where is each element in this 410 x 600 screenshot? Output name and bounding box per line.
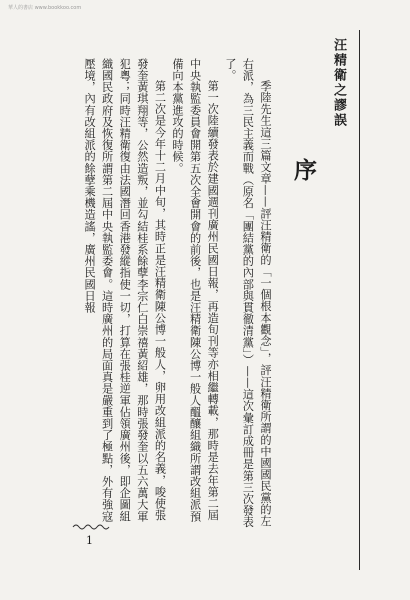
page-number: 1	[86, 534, 93, 547]
ornament-squiggle	[72, 522, 112, 530]
page-heading: 序	[290, 158, 317, 182]
paragraph-2: 第一次陸續發表於建國週刊廣州民國日報，再造旬刊等亦相繼轉載，那時是去年第二屆中央執監委員會開第五次全會開會的前後，也是汪精衛陳公博一般人醞釀組織所謂改組派預備向本黨進攻的時候。	[171, 58, 220, 522]
margin-rule	[359, 30, 360, 570]
body-text	[18, 58, 318, 528]
paragraph-1: 季陸先生這三篇文章——評汪精衛的「一個根本觀念」，評汪精衛所謂的中國國民黨的左右派，為三民主義而戰（原名「團結黨的內部與貫徹清黨」）——這次彙訂成冊是第三次發表了。	[223, 58, 272, 528]
paragraph-3: 第二次是今年十二月中旬，其時正是汪精衛陳公博一般人，卵用改組派的名義，唆使張發奎黃琪翔等，公然造叛，並勾結桂系餘孽李宗仁白崇禧黃紹雄，那時張發奎以五六萬大軍犯粵；同時汪精衛復由法國潛回香港發縱指使一切，打算在張桂逆軍佔領廣州後，即企圖組織國民政府及恢復所謂第二屆中央執監委會。這時廣州的局面真是嚴重到了極點，外有強寇壓境，內有改組派的餘孽乘機造謠，廣州民國日報	[83, 58, 167, 522]
watermark: 華人的書店 www.bookkoo.com	[8, 5, 82, 11]
running-title: 汪精衛之謬誤	[331, 38, 346, 128]
